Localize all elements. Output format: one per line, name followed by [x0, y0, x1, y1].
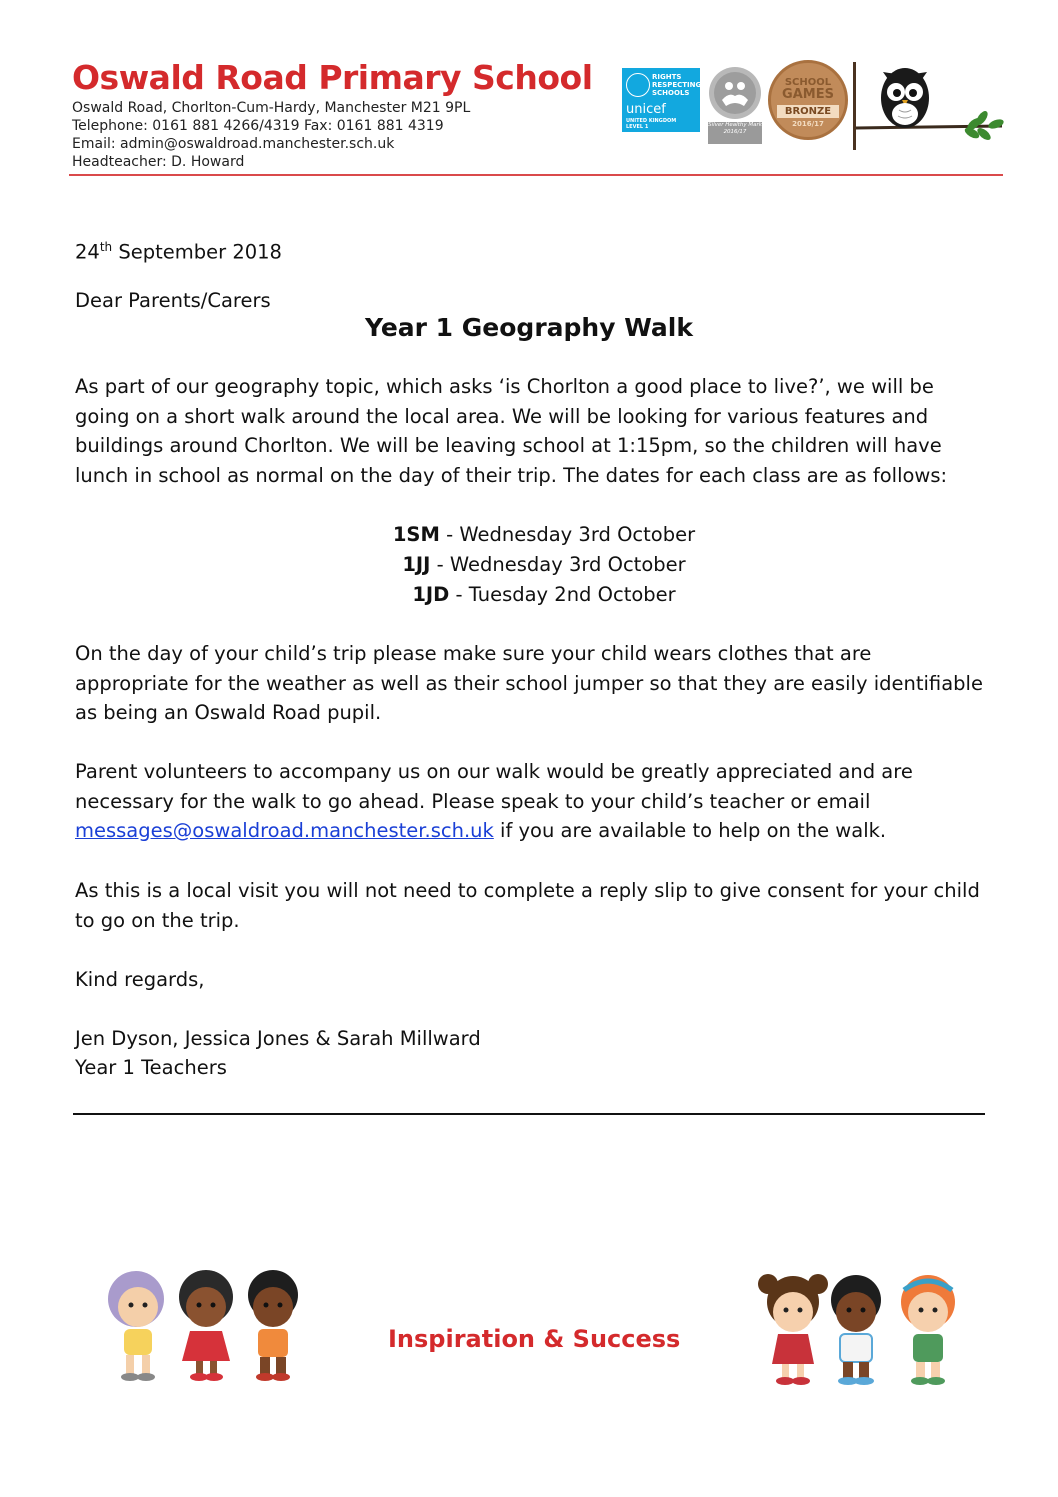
letter-signatory-role: Year 1 Teachers	[75, 1056, 227, 1079]
school-email: Email: admin@oswaldroad.manchester.sch.uk	[72, 136, 395, 152]
letter-paragraph-3	[75, 757, 990, 846]
unicef-wordmark: unicef	[626, 102, 666, 117]
silver-badge-caption: Silver Healthy Mark 2016/17	[708, 122, 762, 144]
school-headteacher: Headteacher: D. Howard	[72, 154, 245, 170]
class-date: - Wednesday 3rd October	[430, 553, 686, 576]
school-motto: Inspiration & Success	[388, 1325, 681, 1353]
rights-respecting-logo	[622, 68, 700, 132]
date-rest: September 2018	[112, 240, 282, 264]
date-day: 24	[75, 240, 100, 264]
silver-healthy-logo	[708, 66, 762, 146]
unicef-sub: UNITED KINGDOM	[626, 118, 677, 124]
letter-paragraph-2: On the day of your child’s trip please make sure your child wears clothes that are appropriate for the weather as well as their school jumper so that they are easily identifiable as being an Oswald Road pupil.	[75, 642, 983, 725]
letter-salutation: Dear Parents/Carers	[75, 289, 271, 312]
school-address: Oswald Road, Chorlton-Cum-Hardy, Manchester M21 9PL	[72, 100, 471, 116]
rrs-line1: RIGHTS	[652, 73, 682, 81]
school-telephone: Telephone: 0161 881 4266/4319 Fax: 0161 881 4319	[72, 118, 444, 134]
children-illustration-right-icon	[748, 1268, 968, 1390]
class-date-row	[0, 520, 1058, 550]
letter-paragraph-4: As this is a local visit you will not need to complete a reply slip to give consent for your child to go on the trip.	[75, 879, 980, 932]
rrs-line3: SCHOOLS	[652, 89, 690, 97]
letter-signatories: Jen Dyson, Jessica Jones & Sarah Millward	[75, 1027, 481, 1050]
date-suffix: th	[99, 240, 113, 254]
owl-branch-icon	[850, 60, 1010, 152]
class-date-row	[0, 550, 1058, 580]
messages-email-link[interactable]: messages@oswaldroad.manchester.sch.uk	[75, 819, 494, 843]
globe-icon	[626, 73, 650, 97]
school-name: Oswald Road Primary School	[72, 58, 593, 97]
letter-paragraph-1: As part of our geography topic, which asks ‘is Chorlton a good place to live?’, we will be going on a short walk around the local area. We will be looking for various features and buildings around Chorlton. We will be leaving school at 1:15pm, so the children will have lunch in school as normal on the day of their trip. The dates for each class are as follows:	[75, 375, 948, 487]
letter-date	[75, 233, 990, 267]
school-games-line1: SCHOOL	[784, 77, 832, 88]
rrs-level: LEVEL 1	[626, 124, 649, 130]
paragraph-3-text: Parent volunteers to accompany us on our walk would be greatly appreciated and are necessary for the walk to go ahead. Please speak to your child’s teacher or email	[75, 760, 913, 813]
class-code: 1SM	[392, 523, 440, 546]
class-code: 1JD	[412, 583, 450, 606]
school-games-bronze-logo	[768, 60, 848, 140]
school-games-line3: BRONZE	[777, 105, 839, 118]
footer-divider	[73, 1113, 985, 1115]
header-divider	[69, 174, 1003, 176]
class-date: - Wednesday 3rd October	[439, 523, 696, 546]
silver-badge-icon	[708, 66, 762, 120]
rrs-line2: RESPECTING	[652, 81, 702, 89]
children-illustration-left-icon	[98, 1265, 313, 1385]
letter-title: Year 1 Geography Walk	[365, 313, 693, 342]
letter-closing: Kind regards,	[75, 968, 205, 991]
class-date: - Tuesday 2nd October	[449, 583, 676, 606]
school-games-line4: 2016/17	[792, 120, 824, 128]
class-date-row	[0, 580, 1058, 610]
school-games-line2: GAMES	[782, 87, 834, 102]
paragraph-3-text-after: if you are available to help on the walk.	[493, 819, 887, 843]
class-code: 1JJ	[402, 553, 431, 576]
